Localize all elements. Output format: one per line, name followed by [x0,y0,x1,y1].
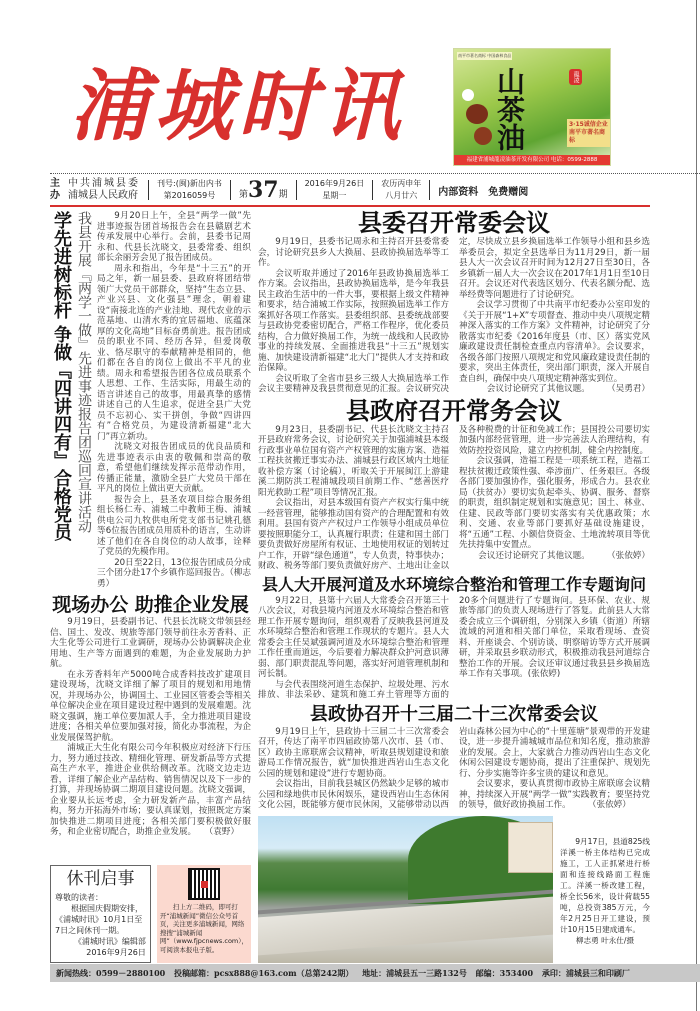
notice-body: 根据国庆假期安排，《浦城时讯》10月1日至7日之间休刊一期。 [55,904,143,935]
camellia-oil-advertisement [453,48,611,166]
divider [230,180,231,200]
article-body [258,425,650,572]
issue-number [239,177,288,203]
org-2: 浦城县人民政府 [68,190,138,201]
paragraph: 会议讨论研究了其他议题。 （吴勇君） [486,384,650,394]
article-body [258,596,650,701]
notice-row [50,865,251,963]
paragraph: 9月20日上午，全县“两学一做”先进事迹报告团首场报告会在县赣剧艺术传承发展中心举行。会前，县委书记周永和、代县长沈晓文，县委常委、组织部长余丽芳会见了报告团成员。 [97,211,251,263]
qr-promo [157,865,251,963]
footer-postcode: 邮编：353400 [475,968,534,978]
footer-hotline: 新闻热线：0599－2880100 [56,968,166,978]
ad-badge: 3·15诚信企业 南平市著名商标 [567,119,611,147]
masthead-title: 浦城时讯 [70,61,407,152]
footer-email: 投稿邮箱：pcsx888@163.com（总第242期） [174,968,354,978]
lunar-date [381,178,421,202]
issue-prefix: 第 [238,190,248,200]
photo-credit: 柳志勇 叶永仕/摄 [575,935,635,945]
ad-seal: 龍凌 [569,69,582,85]
divider [296,180,297,200]
flower-icon [462,89,474,101]
lunar-day: 八月廿六 [385,191,418,200]
caption-text: 9月17日，县道825线洋溪一桥主体结构已完成施工，工人正抓紧进行桥面和连接线路面工程施工。洋溪一桥改建工程，桥全长56米，设计荷载55吨，总投资385万元，今年2月25日开工建设，预计10月15日建成通车。 [560,836,650,934]
paragraph: 会议学习贯彻了中共南平市纪委办公室印发的《关于开展“1+X”专项督查、推动中央八项规定精神深入落实的工作方案》文件精神，讨论研究了分散落实市纪委《2016年度县（市、区）落实党风廉政建设责任制检查重点内容清单》。会议要求，各级各部门按照八项规定和党风廉政建设责任制的要求，突出主体责任，突出部门职责，深入开展自查自纠，确保中央八项规定精神落实到位。 [459,300,650,384]
paragraph: 会议要求，要认真贯彻市政协主席联席会议精神，持续深入开展“两学一做”实践教育；要坚持党的领导，做好政协换届工作。 （张依婷） [459,779,650,810]
divider [372,180,373,200]
paragraph: 会议还讨论研究了其他议题。 （张依婷） [478,550,650,561]
article-headline: 县政协召开十三届二十三次常委会议 [310,703,598,725]
paragraph: 会议指出，目前我县城区仍然缺少足够的城市公园和绿地供市民休闲娱乐，建设西岩山生态休闲文化公园，既能够方便市民休闲，又能够带动以西岩山森林公园为中心的“十里莲塘”景观带的开发建设，进一步提升浦城城市品位和知名度，推动旅游业的发展。会上，大家就合力推动西岩山生态文化休闲公园建设专题协商，提出了注重保护、规划先行、分步实施等许多宝贵的建议和意见。 [258,726,650,810]
lead-article-body [97,211,251,589]
sponsor-label: 主办 [50,178,60,201]
red-divider [50,205,650,207]
photo-caption [560,816,650,964]
lead-article [50,211,251,589]
divider [50,173,700,174]
vertical-subheadline: 我县开展『两学一做』先进事迹报告团巡回宣讲活动 [76,211,92,533]
article-headline: 县政府召开常务会议 [346,395,562,425]
photo-bridge-deck [258,897,553,956]
footer-printer: 承印：浦城县三和印刷厂 [541,968,630,978]
weekday: 星期一 [322,191,347,200]
paragraph: 9月19日上午，县政协十三届二十三次常委会召开，传达了南平市四届政协第八次市、县（市、区）政协主席联席会议精神，听取县规划建设和旅游局工作情况报告，就“加快推进西岩山生态文化公园的规划和建设”进行专题协商。 [258,726,449,779]
paragraph: 20日至22日，13位报告团成员分成三个团分赴17个乡镇作巡回报告。（柳志勇） [97,557,251,589]
paragraph: 报告会上，县圣农项目综合服务组组长杨仁寿、浦城二中教师王梅、浦城供电公司九牧供电所党支部书记姚孔德等6位报告团成员用质朴的语言，生动讲述了他们在各自岗位的动人故事，诠释了党员的先模作用。 [97,494,251,557]
divider [148,180,149,200]
ad-company-bar: 福建省浦城龍凌油茶开发有限公司 电话：0599-2888 [454,155,610,165]
notice-signature: 《浦城时讯》编辑部 [73,937,146,946]
page-border [696,0,697,1011]
notice-title: 休刊启事 [66,869,135,889]
ad-top-text: 南平市著名商标 中国森林食品 [458,53,512,58]
article-headline: 县人大开展河道及水环境综合整治和管理工作专题询问 [261,574,646,594]
distribution-note: 内部资料 免费赠阅 [438,186,529,198]
article-body [258,237,650,395]
paragraph: 9月19日，县委副书记、代县长沈晓文带领县经信、国土、发改、规旅等部门领导前往永芳香料、正大生化等公司进行工业调研，现场办公协调解决企业用地、生产等方面遇到的难题，为企业发展助力护航。 [50,617,251,669]
paragraph: 会议强调，造福工程是一项系统工程，造福工程扶贫搬迁政策性强、牵涉面广、任务艰巨。各级各部门要加强协作，强化服务，形成合力。县农业局（扶贫办）要切实负起牵头、协调、服务、督察的职责，组织制定规划和实施意见；国土、林业、住建、民政等部门要切实落实有关优惠政策；水利、交通、农业等部门要抓好基础设施建设，将“五通”工程、小额信贷资金、土地流转项目等优先扶持集中安置点。 [459,456,650,550]
notice-date: 2016年9月26日 [86,948,146,957]
article-body [50,617,251,838]
camellia-fruit-icon [474,127,492,145]
camellia-fruit-icon [466,104,488,124]
paragraph: 周永和指出，今年是“十三五”的开局之年，新一届县委、县政府将团结带领广大党员干部群众，坚持“生态立县、产业兴县、文化强县”理念，朝着建设“南接北连的产业洼地、现代农业的示范基地、山清水秀的宜居福地、底蕴深厚的文化高地”目标奋勇前进。报告团成员的职业不同、经历各异，但爱岗敬业、恪尽职守的奉献精神是相同的，他们都在各自的岗位上做出不平凡的业绩。周永和希望报告团各位成员联系个人思想、工作、生活实际，用最生动的语言讲述自己的故事，用最真挚的感情讲述自己的人生追求，促进全县广大党员不忘初心、实干拼创，争做“四讲四有”合格党员，为建设清新福建“北大门”再立新功。 [97,263,251,442]
notice-greeting: 尊敬的读者： [55,893,103,902]
vertical-headline: 学先进树标杆 争做『四讲四有』合格党员 [51,211,72,542]
paragraph: 会议听取并通过了2016年县政协换届选举工作方案。会议指出，县政协换届选举，是今年我县民主政治生活中的一件大事，要根据上级文件精神和要求，结合浦城工作实际，按照换届选举工作方案抓好各项工作落实。县委组织部、县委统战部要与县政协党委密切配合，严格工作程序，优化委员结构，合力做好换届工作，为统一战线和人民政协事业的持续发展、全面推进我县“十三五”规划实施、加快建设清新福建“北大门”提供人才支持和政治保障。 [258,268,449,373]
paragraph: 沈晓文对报告团成员的优良品质和先进事迹表示由衷的敬佩和崇高的敬意，希望他们继续发挥示范带动作用，传播正能量，激励全县广大党员干部在平凡的岗位上做出更大贡献。 [97,442,251,494]
article-headline: 现场办公 助推企业发展 [52,594,249,616]
paragraph: 浦城正大生化有限公司今年积极应对经济下行压力，努力通过技改、精细化管理、研发新品等方式提高生产水平，推进企业供给侧改革。沈晓文边走边看，详细了解企业产品结构、销售情况以及下一步的打算，并现场协调二期项目建设问题。沈晓文强调，企业要从长远考虑，全力研发新产品，丰富产品结构，努力开拓海外市场；要认真谋划，按照既定方案加快推进二期项目进度；各相关部门要积极做好服务，和企业密切配合，助推企业发展。 （袁野） [50,743,251,837]
qr-code-icon[interactable] [188,868,220,900]
photo-building [508,822,553,874]
lunar-year: 农历丙申年 [381,179,422,188]
sponsor-orgs [68,178,140,202]
paragraph: 在永芳香料年产5000吨合成香料技改扩建项目建设现场，沈晓文详细了解了项目的规划和用地情况，并现场办公，协调国土、工业园区管委会等相关单位解决企业在项目建设过程中遇到的发展难题。沈晓文强调，施工单位要加派人手，全力推进项目建设进度；各相关单位要加强对接，简化办事流程，为企业发展保驾护航。 [50,669,251,743]
divider [429,180,430,200]
paragraph: 9月22日，县第十六届人大常委会召开第三十八次会议，对我县境内河道及水环境综合整治和管理工作开展专题询问，组织观看了反映我县河道及水环境综合整治和管理工作现状的专题片。县人大常委会主任吴斌强调河道及水环境综合整治和管理工作任重而道远，今后要着力解决群众护河意识薄弱、部门职责混乱等问题，落实好河道管理机制和河长制。 [258,595,449,679]
date: 2016年9月26日 [304,179,365,188]
suspension-notice [50,865,151,963]
paragraph: 会议指出，对县本级国有资产产权实行集中统一经营管理，能够推动国有资产的合理配置和有效利用。县国有资产产权过户工作领导小组成员单位要按照职能分工，认真履行职责；住建和国土部门要负责做好房屋所有权证、土地使用权证的划转过户工作，开辟“绿色通道”，专人负责，特事快办；财政、税务等部门要负责做好房产、土地出让金以及各种税费的计征和免减工作；县国投公司要切实加强内部经营管理，进一步完善法人治理结构，有效防控投资风险，建立内控机制，健全内控制度。 [258,424,650,571]
issue-suffix: 期 [278,190,288,200]
footer-bar [50,964,700,982]
paragraph: 与会代表围绕河道生态保护、垃圾处理、污水排放、非法采砂、建筑和施工弃土管理等方面的20多个问题进行了专题询问。县环保、农业、规旅等部门的负责人现场进行了答复。此前县人大常委会成立三个调研组，分别深入乡镇（街道）所辖流域的河道和相关部门单位，采取看现场、查资料、开座谈会、个别访谈、明察暗访等方式开展调研，并采取县乡联动形式，积极推动我县河道综合整治工作的开展。会议还审议通过我县县乡换届选举工作有关事项。(张依婷) [258,595,650,700]
paragraph: 9月19日，县委书记周永和主持召开县委常委会，讨论研究县乡人大换届、县政协换届选举等工作。 [258,237,449,268]
footer-address: 地址：浦城县五一三路132号 [362,968,467,978]
right-column [258,209,650,963]
paragraph: 会议听取了全省市县乡三级人大换届选举工作会议主要精神及我县贯彻意见的汇报。会议研究决定，尽快成立县乡换届选举工作领导小组和县乡选举委员会，拟定全县选举日为11月29日，新一届县人大一次会议召开时间为12月27日至30日，各乡镇新一届人大一次会议在2017年1月1日至10日召开。会议还对代表选区划分、代表名额分配、选举经费等问题进行了讨论研究。 [258,237,650,394]
publication-number [157,178,222,202]
ad-brand: 山茶油 [493,67,526,151]
info-bar [50,176,650,204]
org-1: 中共浦城县委 [68,178,140,189]
qr-text: 扫上方二维码，即可打开“浦城新闻”微信公众号首页，关注更多浦城新闻，网络搜搜“浦城新闻网”（www.fjpcnews.com），可阅读本报电子版。 [159,903,249,954]
kanhao-line-2: 第2016059号 [163,191,216,200]
photo-row [258,816,650,964]
issue-date [305,178,365,202]
article-body [258,727,650,811]
left-column [50,211,251,963]
article-headline: 县委召开常委会议 [358,208,550,237]
bridge-construction-photo [258,816,553,964]
issue-no: 37 [247,177,279,203]
kanhao-line-1: 刊号:(闽)新出内书 [157,179,222,188]
paragraph: 9月23日，县委副书记、代县长沈晓文主持召开县政府常务会议，讨论研究关于加强浦城县本级行政事业单位国有资产产权管理的实施方案、造福工程扶贫搬迁事实办法、浦城县行政区域内土地征收补偿方案（讨论稿），听取关于开展闽江上游建溪二期防洪工程浦城段项目前期工作、“慈善医疗阳光救助工程”项目等情况汇报。 [258,424,449,498]
